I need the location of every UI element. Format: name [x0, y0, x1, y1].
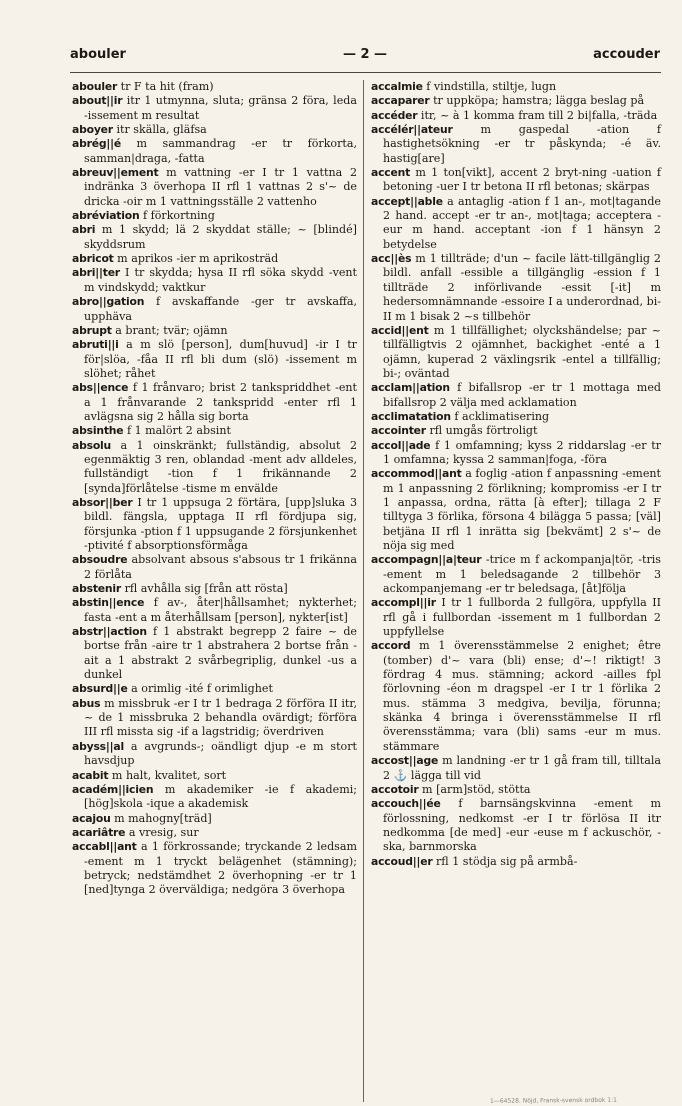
entry-definition: m mahogny[träd]	[114, 811, 212, 825]
entry-headword: about||ir	[72, 94, 123, 108]
entry-headword: accalmie	[371, 80, 423, 93]
dictionary-entry	[371, 639, 661, 754]
dictionary-entry	[72, 137, 357, 166]
dictionary-entry	[72, 682, 357, 696]
entry-definition: a brant; tvär; ojämn	[115, 323, 228, 337]
dictionary-entry	[371, 424, 661, 438]
entry-headword: abri	[72, 223, 96, 237]
entry-headword: absurd||e	[72, 682, 128, 696]
entry-definition: m missbruk -er I tr 1 bedraga 2 förföra II itr, ~ de 1 missbruka 2 behandla ovärdigt; förföra III rfl missta sig -if a lagstridig; överdriven	[84, 696, 357, 739]
entry-definition: a m slö [person], dum[huvud] -ir I tr för|slöa, -fåa II rfl bli dum (slö) -issement m slöhet; råhet	[84, 338, 357, 380]
entry-headword: absinthe	[72, 424, 124, 438]
entry-definition: a 1 förkrossande; tryckande 2 ledsam -ement m 1 tryckt belägenhet (stämning); betryck; nedstämdhet 2 överhopning -er tr 1 [ned]tynga 2 överväldiga; nedgöra 3 överhopa	[84, 840, 357, 897]
entry-headword: abréviation	[72, 209, 140, 223]
entry-definition: f förkortning	[142, 209, 215, 223]
entry-definition: f avskaffande -ger tr avskaffa, upphäva	[84, 295, 358, 323]
dictionary-entry	[371, 195, 661, 252]
entry-definition: f av-, åter|hållsamhet; nykterhet; fasta -ent a m återhållsam [person], nykter[ist]	[84, 596, 357, 624]
dictionary-entry	[72, 553, 357, 582]
dictionary-entry	[72, 596, 357, 625]
dictionary-entry	[72, 166, 357, 209]
entry-definition: m vattning -er I tr 1 vattna 2 indränka 3 överhopa II rfl 1 vattnas 2 s'~ de dricka -oir m 1 vattningsställe 2 vattenho	[84, 166, 358, 208]
entry-headword: accaparer	[371, 94, 430, 108]
entry-definition: absolvant absous s'absous tr 1 frikänna 2 förlåta	[84, 553, 357, 581]
entry-headword: acariâtre	[72, 825, 126, 839]
entry-headword: absor||ber	[72, 495, 133, 509]
entry-definition: f acklimatisering	[454, 409, 550, 423]
entry-definition: -trice m f ackompanja|tör, -tris -ement m 1 beledsagande 2 tillbehör 3 ackompanjemang -er tr beledsaga, [åt]följa	[383, 553, 661, 596]
entry-headword: abus	[72, 696, 101, 710]
entry-definition: m aprikos -ier m aprikosträd	[117, 252, 279, 266]
entry-definition: m 1 överensstämmelse 2 enighet; être (tomber) d'~ vara (bli) ense; d'~! riktigt! 3 fördrag 4 mus. stämning; ackord -ailles fpl förlovning -éon m dragspel -er I tr 1 förlika 2 mus. stämma 3 medgiva, bevilja, förunna; skänka 4 bringa i överensstämmelse II rfl överensstämma; vara (bli) sams -eur m mus. stämmare	[383, 639, 661, 753]
dictionary-entry	[371, 553, 661, 596]
entry-headword: absolu	[72, 438, 112, 452]
printer-imprint: 1—64528. Nöjd, Fransk-svensk ordbok 1:1	[489, 1096, 617, 1105]
entry-headword: académ||icien	[72, 782, 154, 796]
dictionary-entry	[371, 754, 661, 783]
entry-headword: abs||ence	[72, 381, 129, 395]
dictionary-entry	[72, 783, 357, 812]
entry-headword: abstr||action	[72, 625, 147, 639]
dictionary-entry	[371, 109, 661, 123]
entry-headword: abruti||i	[72, 338, 119, 352]
dictionary-entry	[371, 80, 661, 94]
dictionary-entry	[72, 94, 357, 123]
dictionary-entry	[72, 625, 357, 682]
page-number: — 2 —	[342, 47, 388, 62]
entry-headword: abyss||al	[72, 739, 124, 753]
left-column	[72, 80, 357, 898]
right-column	[371, 80, 661, 869]
entry-definition: f vindstilla, stiltje, lugn	[426, 80, 557, 93]
dictionary-entry	[72, 697, 357, 740]
entry-headword: abstin||ence	[72, 596, 145, 610]
entry-definition: f barnsängskvinna -ement m förlossning, nedkomst -er I tr förlösa II itr nedkomma [de med] -eur -euse m f ackuschör, -ska, barnmorska	[383, 797, 661, 854]
entry-headword: accommod||ant	[371, 467, 462, 481]
dictionary-entry	[371, 410, 661, 424]
entry-headword: acabit	[72, 768, 109, 782]
entry-headword: abrég||é	[72, 137, 121, 151]
entry-definition: m akademiker -ie f akademi; [hög]skola -ique a akademisk	[84, 782, 358, 811]
dictionary-entry	[72, 295, 357, 324]
dictionary-entry	[371, 381, 661, 410]
dictionary-entry	[72, 123, 357, 137]
dictionary-entry	[371, 855, 661, 869]
dictionary-entry	[371, 439, 661, 468]
entry-headword: accord	[371, 639, 411, 653]
dictionary-entry	[371, 94, 661, 108]
entry-headword: accointer	[371, 424, 426, 438]
dictionary-entry	[72, 740, 357, 769]
entry-definition: I tr 1 fullborda 2 fullgöra, uppfylla II rfl gå i fullbordan -issement m 1 fullbordan 2 uppfyllelse	[383, 596, 662, 639]
entry-definition: rfl avhålla sig [från att rösta]	[124, 582, 288, 596]
dictionary-entry	[371, 467, 661, 553]
entry-definition: rfl 1 stödja sig på armbå-	[435, 854, 578, 868]
entry-headword: accélér||ateur	[371, 123, 453, 137]
entry-definition: m 1 tillträde; d'un ~ facile lätt-tillgänglig 2 bildl. anfall -essible a tillgänglig -ession f 1 tillträde 2 införlivande -essit [-it] m hedersomnämnande -essoire I a underordnad, bi- II m 1 bisak 2 ~s tillbehör	[383, 252, 661, 323]
entry-definition: f bifallsrop -er tr 1 mottaga med bifallsrop 2 välja med acklamation	[383, 381, 661, 409]
dictionary-entry	[72, 439, 357, 496]
dictionary-entry	[371, 166, 661, 195]
dictionary-entry	[72, 80, 357, 94]
entry-definition: a vresig, sur	[128, 825, 199, 839]
entry-headword: accompagn||a|teur	[371, 553, 482, 567]
dictionary-entry	[72, 209, 357, 223]
dictionary-entry	[72, 381, 357, 424]
entry-definition: tr F ta hit (fram)	[120, 80, 214, 93]
dictionary-entry	[72, 324, 357, 338]
entry-headword: abreuv||ement	[72, 166, 159, 180]
entry-headword: accoud||er	[371, 854, 433, 868]
entry-headword: acajou	[72, 811, 111, 825]
left-guide-word: abouler	[70, 47, 126, 62]
column-divider	[363, 80, 364, 1102]
entry-headword: abricot	[72, 252, 114, 266]
entry-definition: m 1 ton[vikt], accent 2 bryt-ning -uation f betoning -uer I tr betona II rfl betonas; skärpas	[383, 166, 661, 194]
dictionary-entry	[72, 496, 357, 553]
entry-headword: absoudre	[72, 553, 128, 567]
entry-definition: m [arm]stöd, stötta	[422, 782, 531, 796]
entry-definition: m landning -er tr 1 gå fram till, tilltala 2 ⚓ lägga till vid	[383, 754, 661, 782]
entry-headword: accéder	[371, 108, 418, 122]
entry-headword: aboyer	[72, 123, 113, 137]
entry-headword: accol||ade	[371, 438, 431, 452]
dictionary-entry	[72, 266, 357, 295]
entry-headword: accompl||ir	[371, 596, 436, 610]
dictionary-entry	[72, 826, 357, 840]
dictionary-entry	[371, 123, 661, 166]
entry-headword: accabl||ant	[72, 840, 137, 854]
entry-definition: I tr 1 uppsuga 2 förtära, [upp]sluka 3 bildl. fängsla, upptaga II rfl fördjupa sig, försjunka -ption f 1 uppsugande 2 försjunkenhet -ptivité f absorptionsförmåga	[84, 495, 357, 552]
entry-definition: a orimlig -ité f orimlighet	[131, 682, 273, 696]
dictionary-entry	[72, 582, 357, 596]
dictionary-entry	[371, 783, 661, 797]
entry-headword: abro||gation	[72, 295, 145, 309]
entry-headword: accept||able	[371, 194, 443, 208]
dictionary-entry	[72, 812, 357, 826]
dictionary-entry	[72, 840, 357, 897]
entry-headword: abouler	[72, 80, 118, 93]
entry-headword: abstenir	[72, 582, 122, 596]
entry-headword: acclam||ation	[371, 381, 450, 395]
entry-headword: accid||ent	[371, 323, 429, 337]
entry-headword: accouch||ée	[371, 797, 441, 811]
entry-headword: acclimatation	[371, 409, 451, 423]
dictionary-entry	[371, 324, 661, 381]
entry-definition: m halt, kvalitet, sort	[111, 768, 227, 782]
entry-definition: itr 1 utmynna, sluta; gränsa 2 föra, leda -issement m resultat	[84, 94, 357, 122]
entry-headword: abri||ter	[72, 266, 120, 280]
entry-definition: I tr skydda; hysa II rfl söka skydd -vent m vindskydd; vaktkur	[84, 266, 358, 294]
entry-headword: accotoir	[371, 782, 419, 796]
dictionary-entry	[72, 769, 357, 783]
right-guide-word: accouder	[593, 47, 660, 62]
entry-definition: f 1 malört 2 absint	[126, 424, 231, 438]
entry-definition: m gaspedal -ation f hastighetsökning -er tr påskynda; -é äv. hastig[are]	[383, 123, 661, 165]
entry-definition: a 1 oinskränkt; fullständig, absolut 2 egenmäktig 3 ren, oblandad -ment adv alldeles, fullständigt -tion f 1 frikännande 2 [synda]förlåtelse -tisme m envälde	[84, 438, 357, 495]
dictionary-entry	[371, 252, 661, 324]
entry-definition: itr, ~ à 1 komma fram till 2 bi|falla, -träda	[420, 108, 658, 122]
entry-definition: itr skälla, gläfsa	[116, 123, 207, 137]
entry-definition: m 1 tillfällighet; olyckshändelse; par ~ tillfälligtvis 2 ojämnhet, backighet -enté a 1 ojämn, kuperad 2 växlingsrik -entel a tillfällig; bi-; oväntad	[383, 323, 661, 380]
header-rule	[70, 72, 661, 73]
dictionary-entry	[371, 797, 661, 854]
dictionary-entry	[72, 424, 357, 438]
entry-headword: accent	[371, 166, 411, 180]
entry-headword: accost||age	[371, 754, 439, 768]
entry-definition: tr uppköpa; hamstra; lägga beslag på	[433, 94, 645, 108]
page-header	[70, 47, 660, 69]
entry-definition: a foglig -ation f anpassning -ement m 1 anpassning 2 förlikning; kompromiss -er I tr 1 anpassa, ordna, rätta [à efter]; tillaga 2 F tilltyga 3 förlika, försona 4 bilägga 5 passa; [väl] betjäna II rfl 1 inrätta sig [bekvämt] 2 s'~ de nöja sig med	[383, 467, 661, 552]
dictionary-entry	[72, 252, 357, 266]
entry-headword: acc||ès	[371, 252, 412, 266]
dictionary-entry	[371, 596, 661, 639]
entry-definition: a avgrunds-; oändligt djup -e m stort havsdjup	[84, 739, 357, 768]
entry-definition: m sammandrag -er tr förkorta, samman|draga, -fatta	[84, 137, 357, 165]
entry-headword: abrupt	[72, 323, 112, 337]
entry-definition: a antaglig -ation f 1 an-, mot|tagande 2 hand. accept -er tr an-, mot|taga; acceptera -eur m hand. acceptant -ion f 1 hänsyn 2 betydelse	[383, 194, 661, 251]
dictionary-entry	[72, 338, 357, 381]
entry-definition: f 1 omfamning; kyss 2 riddarslag -er tr 1 omfamna; kyssa 2 samman|foga, -föra	[383, 438, 661, 466]
entry-definition: f 1 frånvaro; brist 2 tankspriddhet -ent a 1 frånvarande 2 tankspridd -enter rfl 1 avlägsna sig 2 hålla sig borta	[84, 381, 357, 423]
entry-definition: m 1 skydd; lä 2 skyddat ställe; ~ [blindé] skyddsrum	[84, 223, 358, 251]
dictionary-entry	[72, 223, 357, 252]
entry-definition: f 1 abstrakt begrepp 2 faire ~ de bortse från -aire tr 1 abstrahera 2 bortse från -ait a 1 abstrakt 2 svårbegriplig, dunkel -us a dunkel	[84, 625, 357, 682]
entry-definition: rfl umgås förtroligt	[429, 424, 538, 438]
